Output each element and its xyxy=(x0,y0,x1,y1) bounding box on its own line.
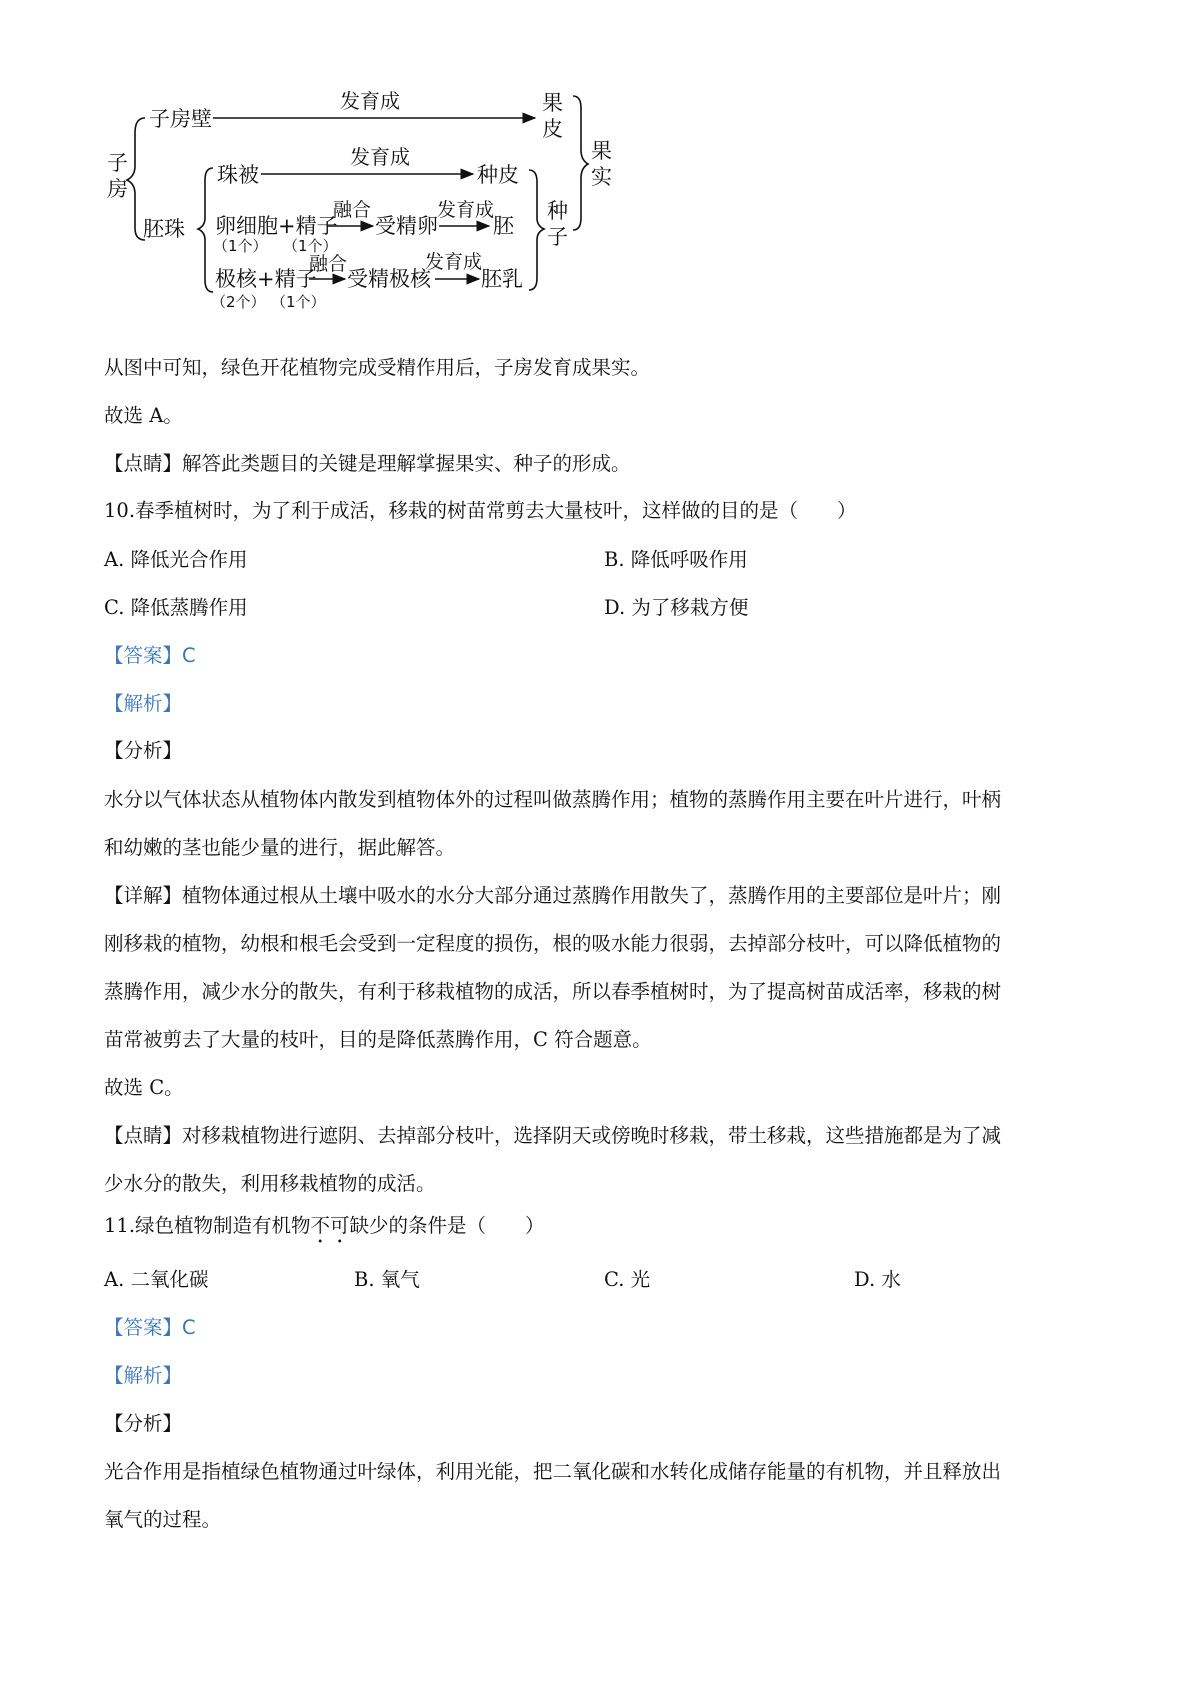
q11-option-b: B. 氧气 xyxy=(354,1268,420,1291)
fenxi-heading-11: 【分析】 xyxy=(104,1412,183,1435)
count-1a: （1个） xyxy=(213,237,268,255)
fruit-peel-1: 果 xyxy=(542,91,563,115)
q10-option-c: C. 降低蒸腾作用 xyxy=(104,596,248,619)
polar-sperm: 极核+精子 xyxy=(215,267,317,291)
answer-label: 【答案】 xyxy=(104,644,183,667)
q11-option-d: D. 水 xyxy=(854,1268,901,1291)
answer-11 xyxy=(104,1314,196,1342)
develops-label-4: 发育成 xyxy=(425,251,483,273)
fruit-1: 果 xyxy=(591,139,612,163)
answer-value: C xyxy=(182,644,196,667)
ovary-label-1: 子 xyxy=(107,151,128,175)
question-10: 10.春季植树时，为了利于成活，移栽的树苗常剪去大量枝叶，这样做的目的是（ ） xyxy=(104,499,857,522)
analysis-heading-10: 【解析】 xyxy=(104,692,183,715)
zygote: 受精卵 xyxy=(375,214,438,238)
analysis-line-2: 和幼嫩的茎也能少量的进行，据此解答。 xyxy=(104,836,456,859)
seed-coat: 种皮 xyxy=(477,163,519,187)
seed-brace xyxy=(529,170,544,290)
count-1b: （1个） xyxy=(283,237,338,255)
develops-label-3: 发育成 xyxy=(437,199,495,221)
q11-option-c: C. 光 xyxy=(604,1268,651,1291)
detail-line-3: 蒸腾作用，减少水分的散失，有利于移栽植物的成活，所以春季植树时，为了提高树苗成活率，移栽的树 xyxy=(104,980,1002,1003)
ovule-brace xyxy=(198,168,213,292)
answer-10 xyxy=(104,642,196,670)
detail-line-2: 刚移栽的植物，幼根和根毛会受到一定程度的损伤，根的吸水能力很弱，去掉部分枝叶，可以降低植物的 xyxy=(104,932,1002,955)
seed-1: 种 xyxy=(547,199,568,223)
fruit-peel-2: 皮 xyxy=(542,117,563,141)
fuse-label-2: 融合 xyxy=(309,253,348,275)
fruit-2: 实 xyxy=(591,165,612,189)
ovary-label-2: 房 xyxy=(107,177,128,201)
count-1c: （1个） xyxy=(271,293,326,311)
tip-10-line-2: 少水分的散失，利用移栽植物的成活。 xyxy=(104,1172,436,1195)
analysis-11-line-2: 氧气的过程。 xyxy=(104,1508,222,1531)
q10-option-d: D. 为了移栽方便 xyxy=(604,596,749,619)
fertilized-polar: 受精极核 xyxy=(347,267,431,291)
analysis-heading-11: 【解析】 xyxy=(104,1364,183,1387)
q10-option-b: B. 降低呼吸作用 xyxy=(604,548,748,571)
embryo: 胚 xyxy=(493,214,514,238)
fruit-formation-diagram xyxy=(105,88,665,353)
detail-line-1: 【详解】植物体通过根从土壤中吸水的水分大部分通过蒸腾作用散失了，蒸腾作用的主要部位是叶片；刚 xyxy=(104,884,1002,907)
count-2: （2个） xyxy=(211,293,266,311)
choice-statement-10: 故选 C。 xyxy=(104,1076,184,1099)
analysis-line-1: 水分以气体状态从植物体内散发到植物体外的过程叫做蒸腾作用；植物的蒸腾作用主要在叶片进行，叶柄 xyxy=(104,788,1002,811)
fruit-brace xyxy=(573,96,588,230)
fenxi-heading-10: 【分析】 xyxy=(104,739,183,762)
answer-value: C xyxy=(182,1316,196,1339)
choice-statement-9: 故选 A。 xyxy=(104,404,183,427)
fuse-label-1: 融合 xyxy=(333,199,372,221)
q10-option-a: A. 降低光合作用 xyxy=(104,548,248,571)
tip-10-line-1: 【点睛】对移栽植物进行遮阴、去掉部分枝叶，选择阴天或傍晚时移栽，带土移栽，这些措施都是为了减 xyxy=(104,1124,1002,1147)
answer-label: 【答案】 xyxy=(104,1316,183,1339)
develops-label-2: 发育成 xyxy=(350,145,410,169)
q11-option-a: A. 二氧化碳 xyxy=(104,1268,209,1291)
ovule: 胚珠 xyxy=(143,217,185,241)
seed-2: 子 xyxy=(547,225,568,249)
tip-9: 【点睛】解答此类题目的关键是理解掌握果实、种子的形成。 xyxy=(104,452,631,475)
integument: 珠被 xyxy=(217,163,259,187)
endosperm: 胚乳 xyxy=(481,267,523,291)
egg-sperm: 卵细胞+精子 xyxy=(215,214,338,238)
analysis-11-line-1: 光合作用是指植绿色植物通过叶绿体，利用光能，把二氧化碳和水转化成储存能量的有机物，并且释放出 xyxy=(104,1460,1002,1483)
develops-label-1: 发育成 xyxy=(340,89,400,113)
ovary-wall: 子房壁 xyxy=(149,107,212,131)
emphasis-not-allowed: 不可 xyxy=(310,1214,350,1237)
paragraph-conclusion: 从图中可知，绿色开花植物完成受精作用后，子房发育成果实。 xyxy=(104,356,651,379)
detail-line-4: 苗常被剪去了大量的枝叶，目的是降低蒸腾作用，C 符合题意。 xyxy=(104,1028,652,1051)
question-11: 11.绿色植物制造有机物不可缺少的条件是（ ） xyxy=(104,1214,545,1237)
